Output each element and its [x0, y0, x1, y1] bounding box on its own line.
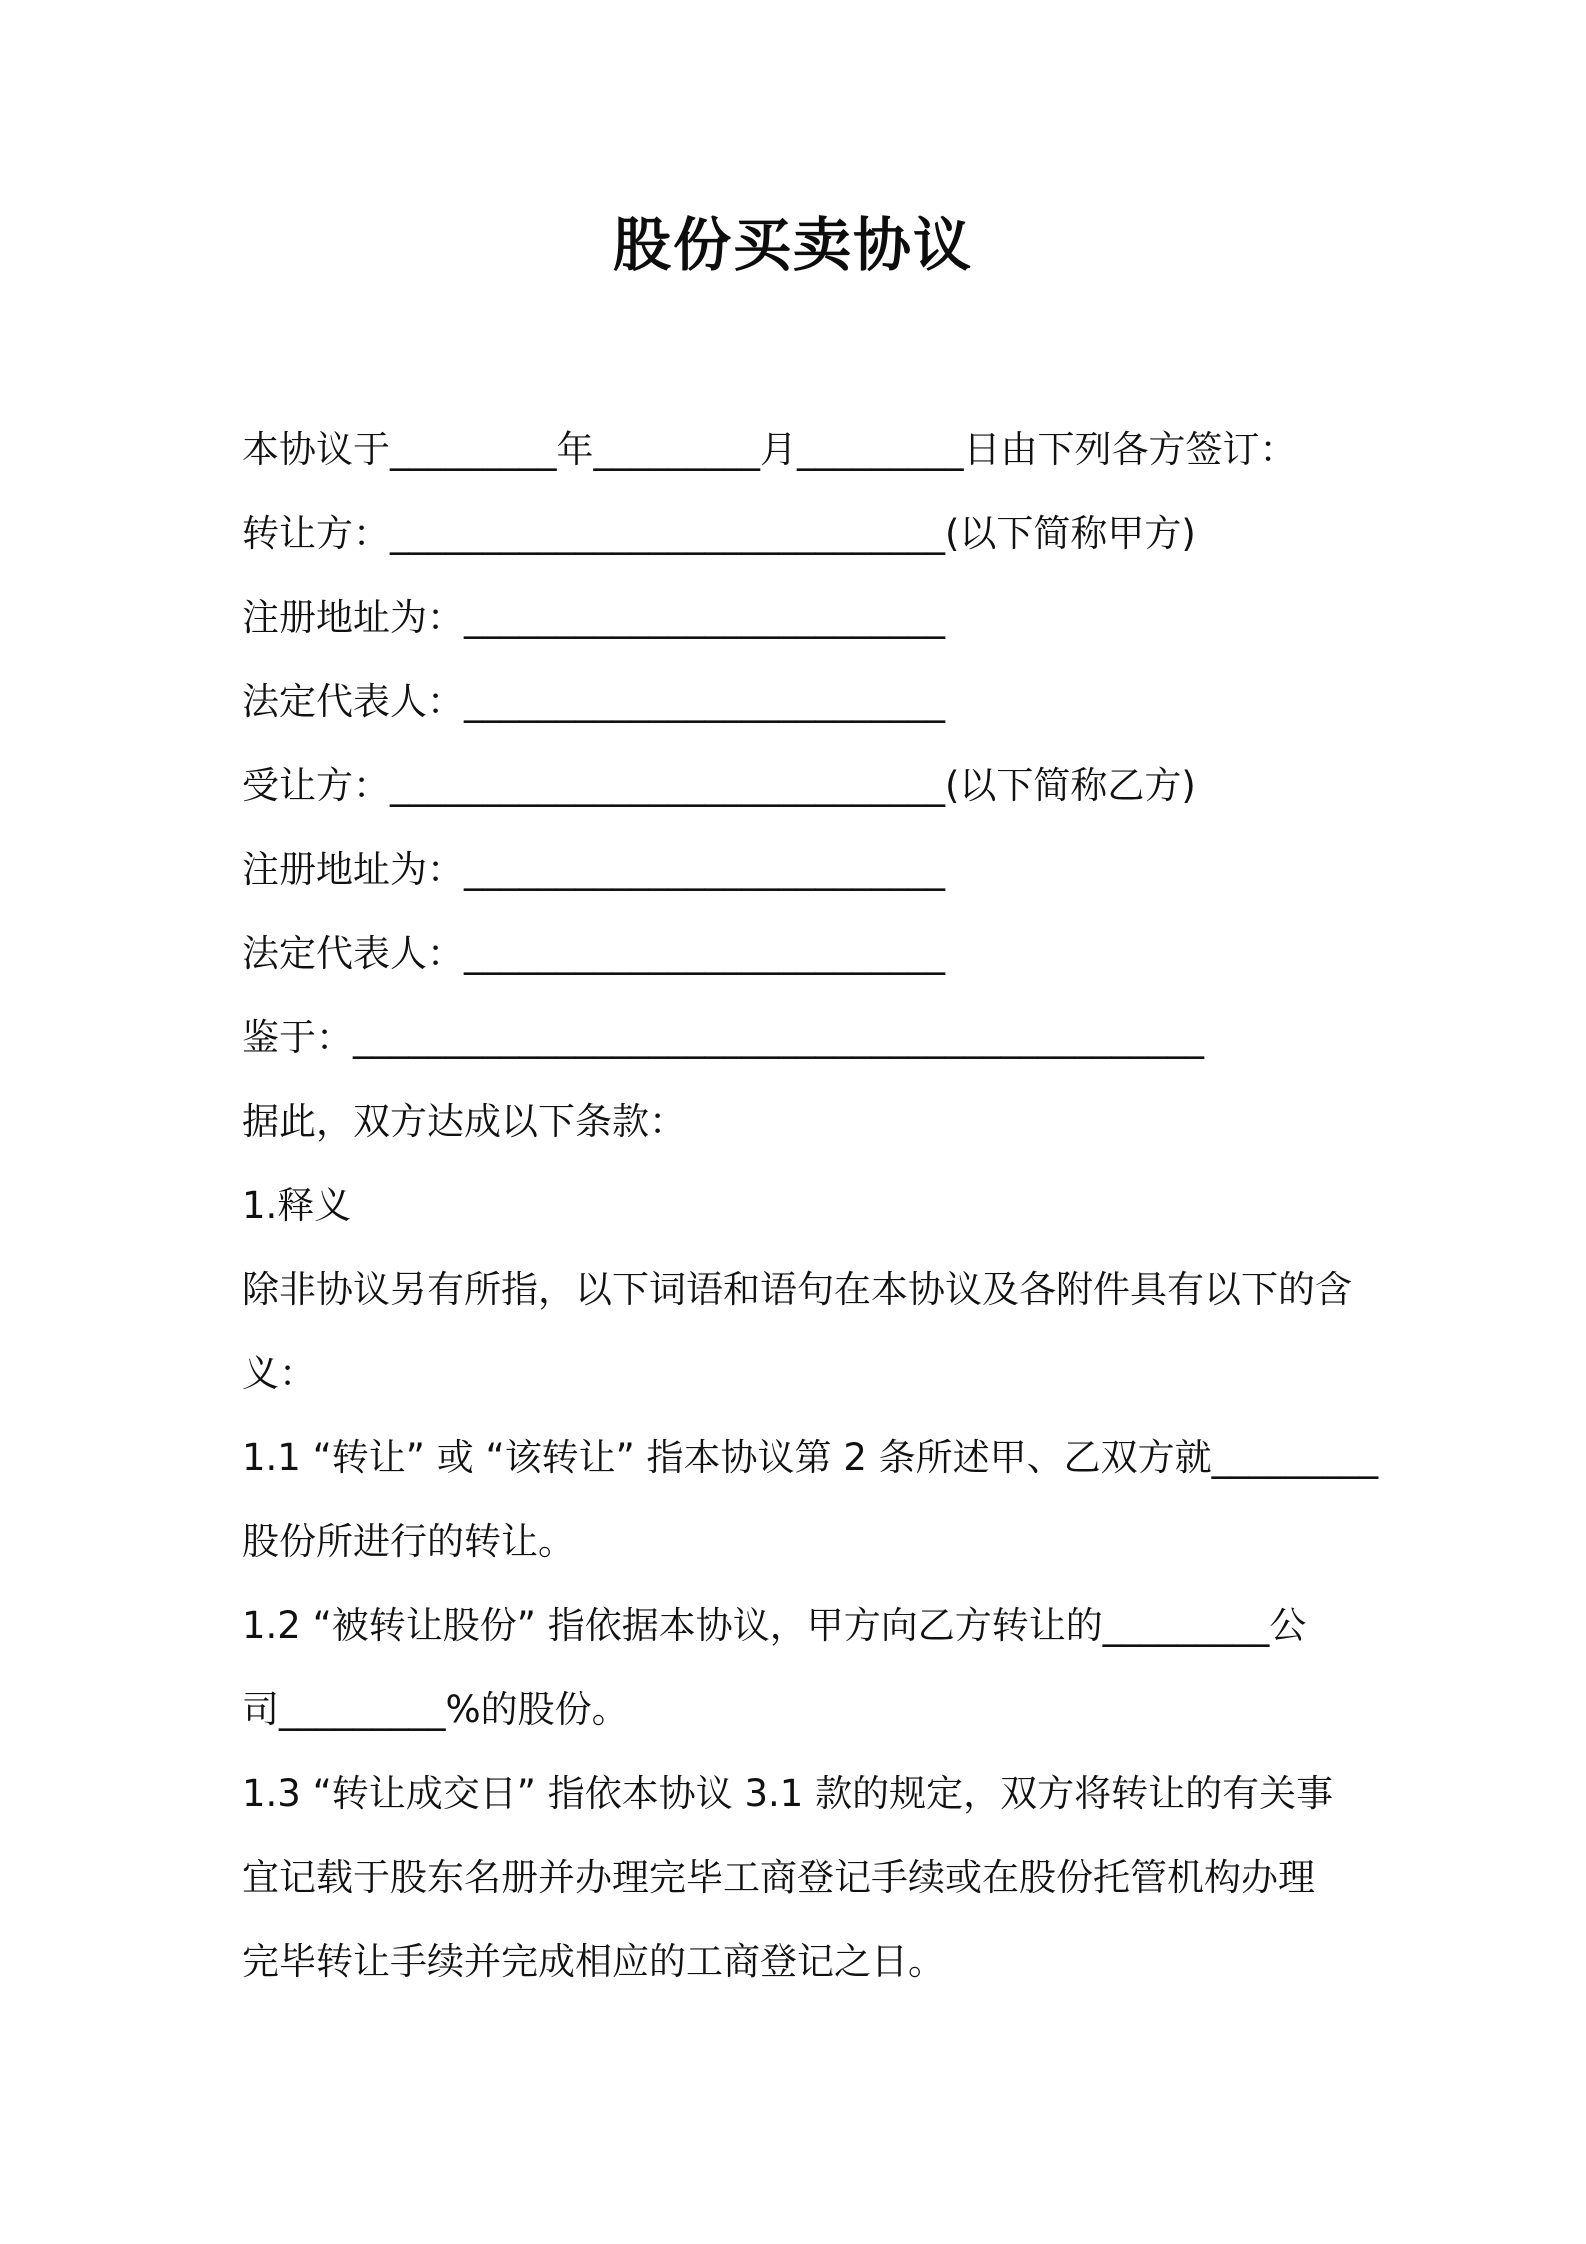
whereas-line: 鉴于：______________________________________________ — [242, 1016, 1204, 1059]
clause-1-2-line-2: 司_________%的股份。 — [242, 1688, 629, 1731]
section-1-heading: 1.释义 — [242, 1184, 352, 1227]
transferee-representative-line: 法定代表人：__________________________ — [242, 932, 945, 975]
definitions-intro-line-2: 义： — [242, 1352, 316, 1395]
transferor-representative-line: 法定代表人：__________________________ — [242, 680, 945, 723]
clause-1-3-line-3: 完毕转让手续并完成相应的工商登记之日。 — [242, 1940, 945, 1983]
clause-1-1-line-1: 1.1 “转让” 或 “该转让” 指本协议第 2 条所述甲、乙双方就_________ — [242, 1436, 1379, 1479]
clause-1-2-line-1: 1.2 “被转让股份” 指依据本协议，甲方向乙方转让的_________公 — [242, 1604, 1307, 1647]
transferee-address-line: 注册地址为：__________________________ — [242, 848, 945, 891]
clause-1-3-line-2: 宜记载于股东名册并办理完毕工商登记手续或在股份托管机构办理 — [242, 1856, 1315, 1899]
clause-1-1-line-2: 股份所进行的转让。 — [242, 1520, 575, 1563]
definitions-intro-line-1: 除非协议另有所指，以下词语和语句在本协议及各附件具有以下的含 — [242, 1268, 1352, 1311]
document-body — [242, 408, 1379, 2004]
transferee-line: 受让方：______________________________(以下简称乙方) — [242, 764, 1196, 807]
agreement-date-line: 本协议于_________年_________月_________日由下列各方签订： — [242, 428, 1297, 471]
clause-1-3-line-1: 1.3 “转让成交日” 指依本协议 3.1 款的规定，双方将转让的有关事 — [242, 1772, 1334, 1815]
transferor-address-line: 注册地址为：__________________________ — [242, 596, 945, 639]
agreement-terms-intro: 据此，双方达成以下条款： — [242, 1100, 686, 1143]
transferor-line: 转让方：______________________________(以下简称甲方) — [242, 512, 1196, 555]
document-title: 股份买卖协议 — [612, 211, 973, 279]
